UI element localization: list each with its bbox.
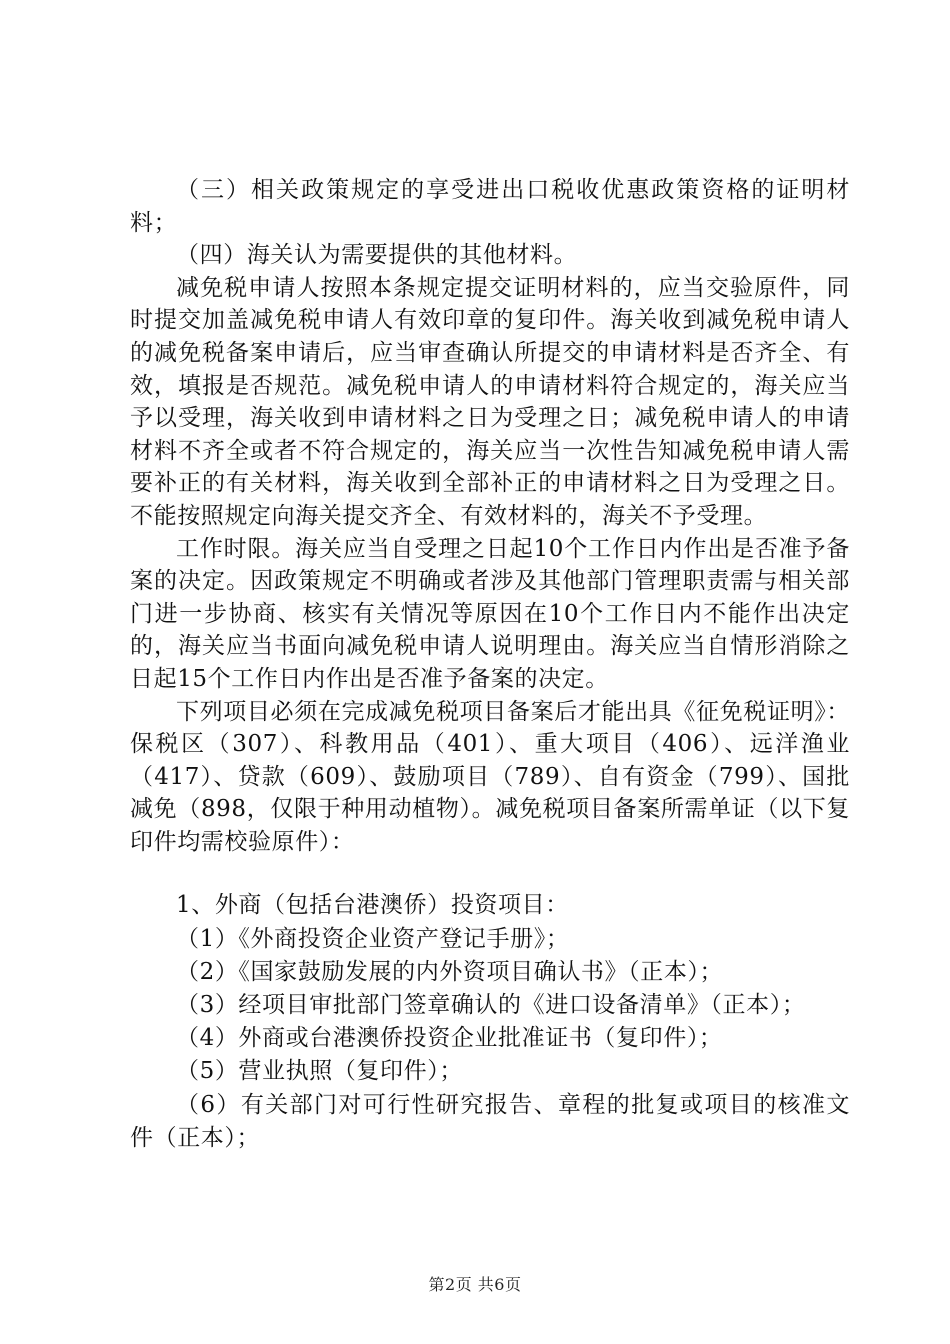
paragraph-project-list: 下列项目必须在完成减免税项目备案后才能出具《征免税证明》：保税区（307）、科教用品（401）、重大项目（406）、远洋渔业（417）、贷款（609）、鼓励项目（789）、自有资金（799）、国批减免（898，仅限于种用动植物）。减免税项目备案所需单证（以下复印件均需校验原件）： [130,698,850,855]
list-item: （3）经项目审批部门签章确认的《进口设备清单》（正本）； [176,992,806,1019]
list-item: （2）《国家鼓励发展的内外资项目确认书》（正本）； [176,958,724,985]
document-list [130,889,850,1155]
list-item: （1）《外商投资企业资产登记手册》； [176,925,570,952]
list-item: （4）外商或台港澳侨投资企业批准证书（复印件）； [176,1025,723,1052]
paragraph-submission-rules: 减免税申请人按照本条规定提交证明材料的，应当交验原件，同时提交加盖减免税申请人有效印章的复印件。海关收到减免税申请人的减免税备案申请后，应当审查确认所提交的申请材料是否齐全、有效，填报是否规范。减免税申请人的申请材料符合规定的，海关应当予以受理，海关收到申请材料之日为受理之日；减免税申请人的申请材料不齐全或者不符合规定的，海关应当一次性告知减免税申请人需要补正的有关材料，海关收到全部补正的申请材料之日为受理之日。不能按照规定向海关提交齐全、有效材料的，海关不予受理。 [130,274,850,529]
document-body [130,174,850,1155]
paragraph-time-limit: 工作时限。海关应当自受理之日起10个工作日内作出是否准予备案的决定。因政策规定不明确或者涉及其他部门管理职责需与相关部门进一步协商、核实有关情况等原因在10个工作日内不能作出决定的，海关应当书面向减免税申请人说明理由。海关应当自情形消除之日起15个工作日内作出是否准予备案的决定。 [130,535,850,692]
list-item: （5）营业执照（复印件）； [176,1058,463,1085]
paragraph-item-3: （三）相关政策规定的享受进出口税收优惠政策资格的证明材料； [130,177,850,236]
list-title: 1、外商（包括台港澳侨）投资项目： [176,892,569,919]
page-number: 第2页 共6页 [428,1275,522,1294]
paragraph-item-4: （四）海关认为需要提供的其他材料。 [176,242,578,269]
list-item: （6）有关部门对可行性研究报告、章程的批复或项目的核准文件（正本）； [130,1091,850,1151]
